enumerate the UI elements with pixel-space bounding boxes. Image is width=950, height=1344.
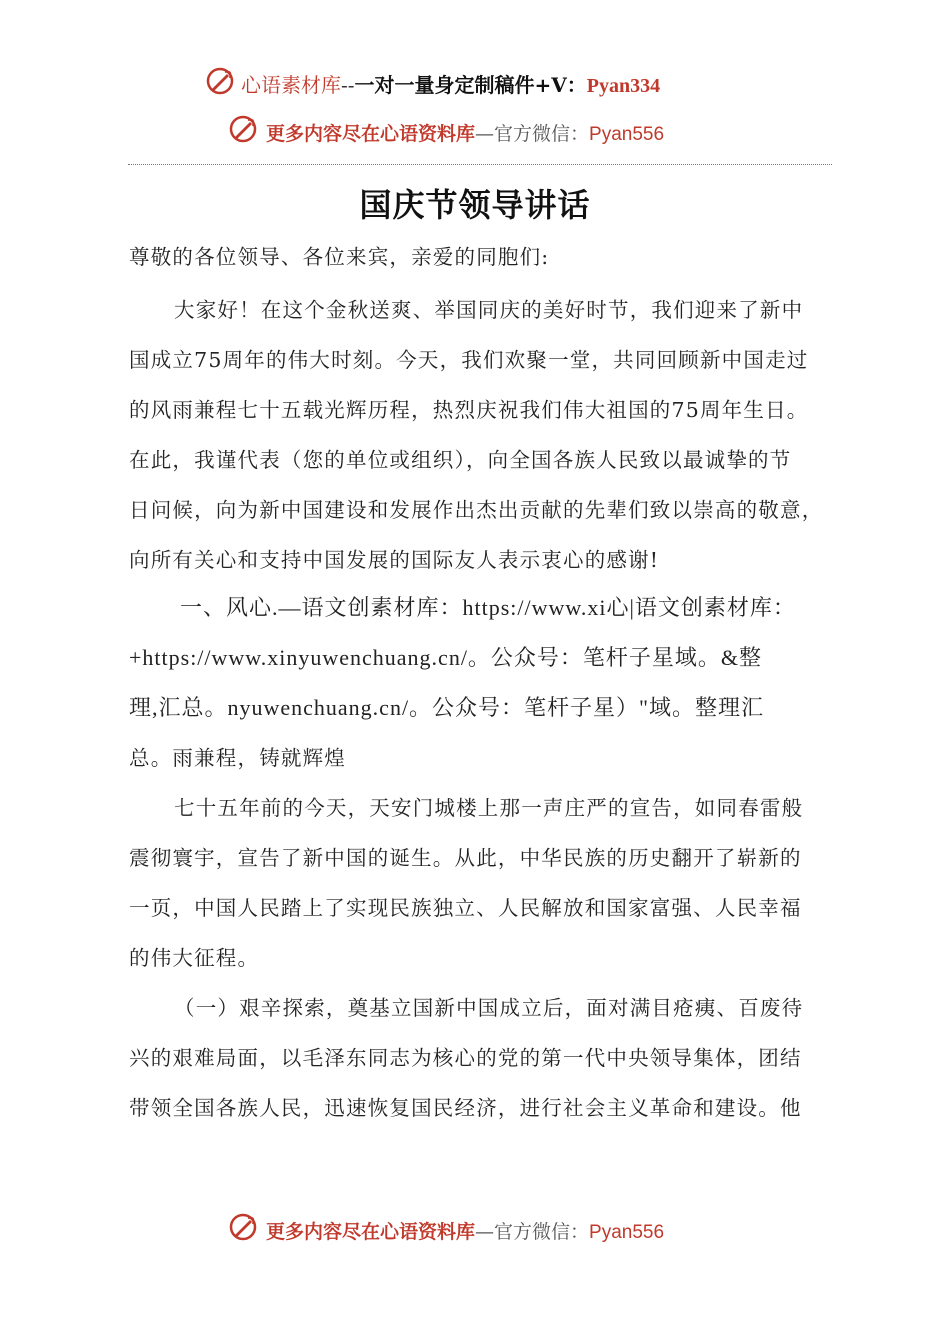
body-line: +https://www.xinyuwenchuang.cn/。公众号：笔杆子星域。&整 bbox=[129, 645, 763, 670]
body-line: 的伟大征程。 bbox=[129, 946, 260, 970]
footer-contact: Pyan556 bbox=[589, 1222, 665, 1243]
header-banner bbox=[205, 66, 765, 98]
subline-text bbox=[266, 119, 664, 146]
quill-logo-icon bbox=[205, 66, 235, 96]
body-line: 日问候，向为新中国建设和发展作出杰出贡献的先辈们致以崇高的敬意， bbox=[129, 498, 824, 522]
body-line: 一页，中国人民踏上了实现民族独立、人民解放和国家富强、人民幸福 bbox=[129, 896, 802, 920]
contact-id: Pyan334 bbox=[586, 75, 661, 97]
brand-separator: -- bbox=[341, 73, 355, 97]
body-line: 尊敬的各位领导、各位来宾，亲爱的同胞们: bbox=[129, 245, 550, 269]
body-line: 国成立75周年的伟大时刻。今天，我们欢聚一堂，共同回顾新中国走过 bbox=[129, 348, 809, 372]
subline-dash: — bbox=[475, 123, 495, 145]
brand-name: 心语素材库 bbox=[241, 73, 341, 97]
body-line: 在此，我谨代表（您的单位或组织），向全国各族人民致以最诚挚的节 bbox=[129, 448, 792, 472]
footer-label: 官方微信： bbox=[494, 1221, 590, 1243]
body-line: 兴的艰难局面，以毛泽东同志为核心的党的第一代中央领导集体，团结 bbox=[129, 1046, 802, 1070]
body-line: 带领全国各族人民，迅速恢复国民经济，进行社会主义革命和建设。他 bbox=[129, 1096, 802, 1120]
header-divider bbox=[128, 164, 832, 165]
footer-dash: — bbox=[475, 1221, 495, 1243]
document-title: 国庆节领导讲话 bbox=[359, 186, 591, 224]
quill-logo-icon bbox=[228, 114, 258, 144]
header-subline bbox=[228, 114, 748, 146]
footer-banner bbox=[228, 1212, 748, 1244]
body-line: 的风雨兼程七十五载光辉历程，热烈庆祝我们伟大祖国的75周年生日。 bbox=[129, 398, 809, 422]
body-line: 七十五年前的今天，天安门城楼上那一声庄严的宣告，如同春雷般 bbox=[174, 796, 804, 820]
quill-logo-icon bbox=[228, 1212, 258, 1242]
subline-label: 官方微信： bbox=[494, 123, 590, 145]
footer-brand: 更多内容尽在心语资料库 bbox=[266, 1221, 476, 1243]
body-line: 一、风心.—语文创素材库：https://www.xi心|语文创素材库： bbox=[180, 595, 796, 620]
body-line: （一）艰辛探索，奠基立国新中国成立后，面对满目疮痍、百废待 bbox=[174, 996, 804, 1020]
header-brand-line bbox=[241, 69, 660, 98]
body-line: 理,汇总。nyuwenchuang.cn/。公众号：笔杆子星）"域。整理汇 bbox=[129, 695, 765, 720]
body-line: 向所有关心和支持中国发展的国际友人表示衷心的感谢! bbox=[129, 548, 660, 572]
subline-contact: Pyan556 bbox=[589, 124, 665, 145]
custom-service-text: 一对一量身定制稿件+V： bbox=[354, 73, 587, 97]
body-line: 震彻寰宇，宣告了新中国的诞生。从此，中华民族的历史翻开了崭新的 bbox=[129, 846, 802, 870]
body-line: 总。雨兼程，铸就辉煌 bbox=[129, 746, 346, 770]
footer-text bbox=[266, 1217, 664, 1244]
subline-brand: 更多内容尽在心语资料库 bbox=[266, 123, 476, 145]
body-line: 大家好！在这个金秋送爽、举国同庆的美好时节，我们迎来了新中 bbox=[174, 298, 804, 322]
